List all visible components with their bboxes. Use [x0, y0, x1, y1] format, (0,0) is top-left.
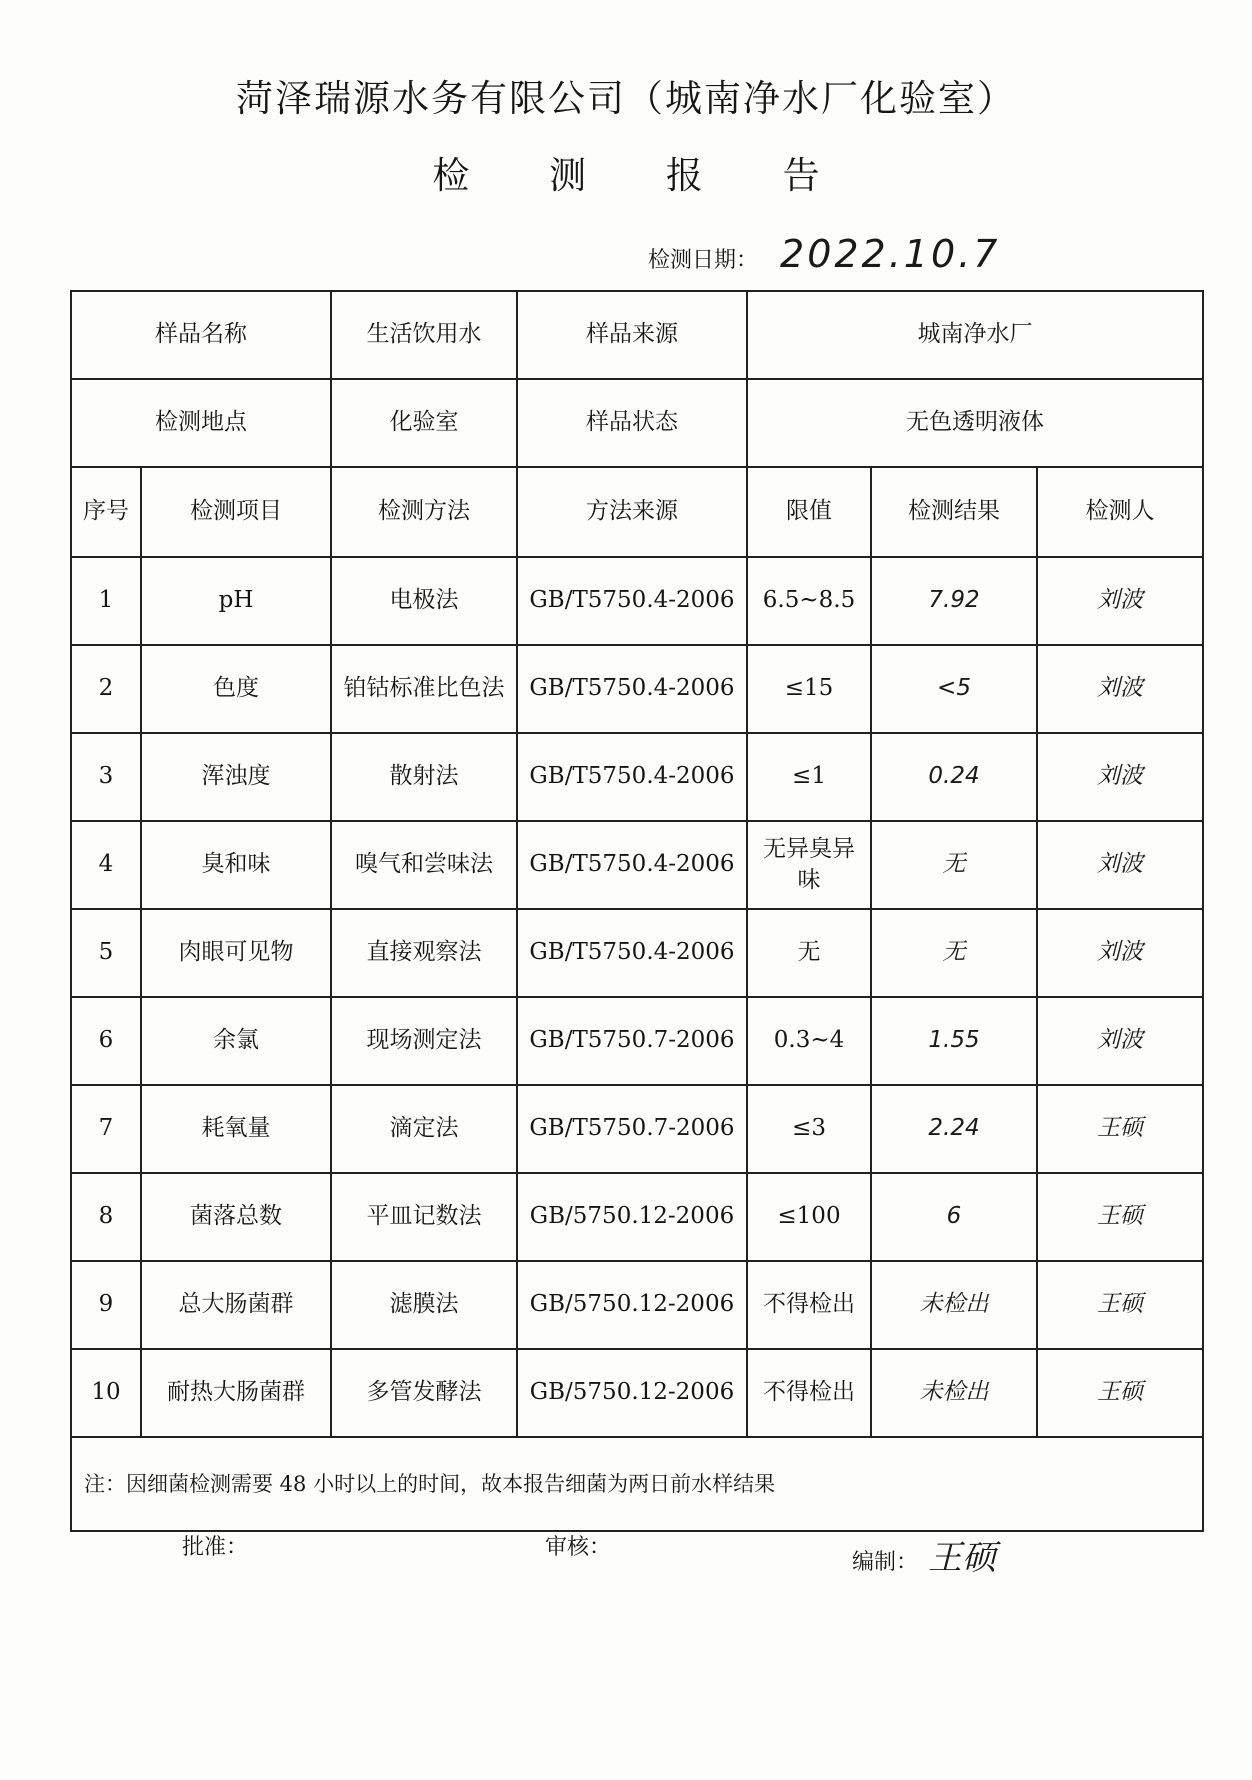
tester-name: 王硕 [1037, 1349, 1203, 1437]
tester-name: 刘波 [1037, 733, 1203, 821]
table-row [71, 1085, 1203, 1173]
state-label: 样品状态 [517, 379, 747, 467]
limit-value: ≤3 [747, 1085, 871, 1173]
method-standard: GB/T5750.7-2006 [517, 997, 747, 1085]
tester-name: 王硕 [1037, 1173, 1203, 1261]
test-method: 电极法 [331, 557, 517, 645]
info-row-2 [71, 379, 1203, 467]
table-row [71, 1349, 1203, 1437]
row-number: 7 [71, 1085, 141, 1173]
method-standard: GB/5750.12-2006 [517, 1261, 747, 1349]
test-result: 未检出 [871, 1349, 1037, 1437]
date-line [648, 232, 1000, 276]
sample-source-label: 样品来源 [517, 291, 747, 379]
limit-value: ≤15 [747, 645, 871, 733]
test-result: 2.24 [871, 1085, 1037, 1173]
test-item: 菌落总数 [141, 1173, 331, 1261]
test-item: 浑浊度 [141, 733, 331, 821]
row-number: 4 [71, 821, 141, 909]
row-number: 6 [71, 997, 141, 1085]
row-number: 3 [71, 733, 141, 821]
limit-value: 6.5~8.5 [747, 557, 871, 645]
organization-title: 菏泽瑞源水务有限公司（城南净水厂化验室） [236, 77, 1016, 120]
note-row [71, 1437, 1203, 1531]
test-method: 铂钴标准比色法 [331, 645, 517, 733]
note-text: 注：因细菌检测需要 48 小时以上的时间，故本报告细菌为两日前水样结果 [71, 1437, 1203, 1531]
row-number: 8 [71, 1173, 141, 1261]
row-number: 1 [71, 557, 141, 645]
test-item: 色度 [141, 645, 331, 733]
test-item: 臭和味 [141, 821, 331, 909]
table-row [71, 1261, 1203, 1349]
tester-name: 刘波 [1037, 997, 1203, 1085]
limit-value: 不得检出 [747, 1349, 871, 1437]
limit-value: 无异臭异味 [747, 821, 871, 909]
approve-field [182, 1530, 248, 1561]
review-label: 审核： [545, 1535, 612, 1560]
test-result: 1.55 [871, 997, 1037, 1085]
table-row [71, 733, 1203, 821]
col-header-standard: 方法来源 [517, 467, 747, 557]
test-item: 耐热大肠菌群 [141, 1349, 331, 1437]
sample-name-label: 样品名称 [71, 291, 331, 379]
test-item: 耗氧量 [141, 1085, 331, 1173]
tester-name: 刘波 [1037, 557, 1203, 645]
test-method: 滤膜法 [331, 1261, 517, 1349]
report-table [70, 290, 1204, 1532]
sample-name-value: 生活饮用水 [331, 291, 517, 379]
test-method: 平皿记数法 [331, 1173, 517, 1261]
tester-name: 王硕 [1037, 1261, 1203, 1349]
test-item: pH [141, 557, 331, 645]
tester-name: 王硕 [1037, 1085, 1203, 1173]
table-header-row [71, 467, 1203, 557]
test-method: 散射法 [331, 733, 517, 821]
method-standard: GB/T5750.4-2006 [517, 645, 747, 733]
limit-value: 不得检出 [747, 1261, 871, 1349]
method-standard: GB/T5750.4-2006 [517, 733, 747, 821]
test-result: 未检出 [871, 1261, 1037, 1349]
table-row [71, 1173, 1203, 1261]
test-item: 余氯 [141, 997, 331, 1085]
method-standard: GB/T5750.4-2006 [517, 909, 747, 997]
limit-value: 0.3~4 [747, 997, 871, 1085]
row-number: 9 [71, 1261, 141, 1349]
table-row [71, 821, 1203, 909]
test-result: 无 [871, 909, 1037, 997]
info-row-1 [71, 291, 1203, 379]
date-value: 2022.10.7 [780, 232, 1001, 276]
method-standard: GB/T5750.4-2006 [517, 821, 747, 909]
location-label: 检测地点 [71, 379, 331, 467]
col-header-method: 检测方法 [331, 467, 517, 557]
location-value: 化验室 [331, 379, 517, 467]
test-method: 滴定法 [331, 1085, 517, 1173]
test-result: 6 [871, 1173, 1037, 1261]
review-field [545, 1530, 611, 1561]
row-number: 2 [71, 645, 141, 733]
test-result: 0.24 [871, 733, 1037, 821]
test-method: 直接观察法 [331, 909, 517, 997]
method-standard: GB/T5750.7-2006 [517, 1085, 747, 1173]
date-label: 检测日期： [648, 248, 759, 273]
sample-source-value: 城南净水厂 [747, 291, 1203, 379]
test-result: <5 [871, 645, 1037, 733]
table-row [71, 645, 1203, 733]
test-result: 无 [871, 821, 1037, 909]
col-header-tester: 检测人 [1037, 467, 1203, 557]
table-row [71, 997, 1203, 1085]
method-standard: GB/5750.12-2006 [517, 1349, 747, 1437]
method-standard: GB/T5750.4-2006 [517, 557, 747, 645]
test-method: 现场测定法 [331, 997, 517, 1085]
col-header-no: 序号 [71, 467, 141, 557]
report-title: 检 测 报 告 [432, 154, 854, 197]
table-row [71, 557, 1203, 645]
method-standard: GB/5750.12-2006 [517, 1173, 747, 1261]
limit-value: 无 [747, 909, 871, 997]
tester-name: 刘波 [1037, 645, 1203, 733]
limit-value: ≤100 [747, 1173, 871, 1261]
state-value: 无色透明液体 [747, 379, 1203, 467]
col-header-result: 检测结果 [871, 467, 1037, 557]
limit-value: ≤1 [747, 733, 871, 821]
approve-label: 批准： [182, 1535, 249, 1560]
row-number: 10 [71, 1349, 141, 1437]
compile-signature: 王硕 [928, 1538, 997, 1578]
test-result: 7.92 [871, 557, 1037, 645]
test-method: 多管发酵法 [331, 1349, 517, 1437]
compile-field [852, 1530, 996, 1579]
tester-name: 刘波 [1037, 909, 1203, 997]
test-item: 总大肠菌群 [141, 1261, 331, 1349]
col-header-item: 检测项目 [141, 467, 331, 557]
row-number: 5 [71, 909, 141, 997]
col-header-limit: 限值 [747, 467, 871, 557]
table-row [71, 909, 1203, 997]
compile-label: 编制： [852, 1550, 919, 1575]
test-method: 嗅气和尝味法 [331, 821, 517, 909]
tester-name: 刘波 [1037, 821, 1203, 909]
test-item: 肉眼可见物 [141, 909, 331, 997]
